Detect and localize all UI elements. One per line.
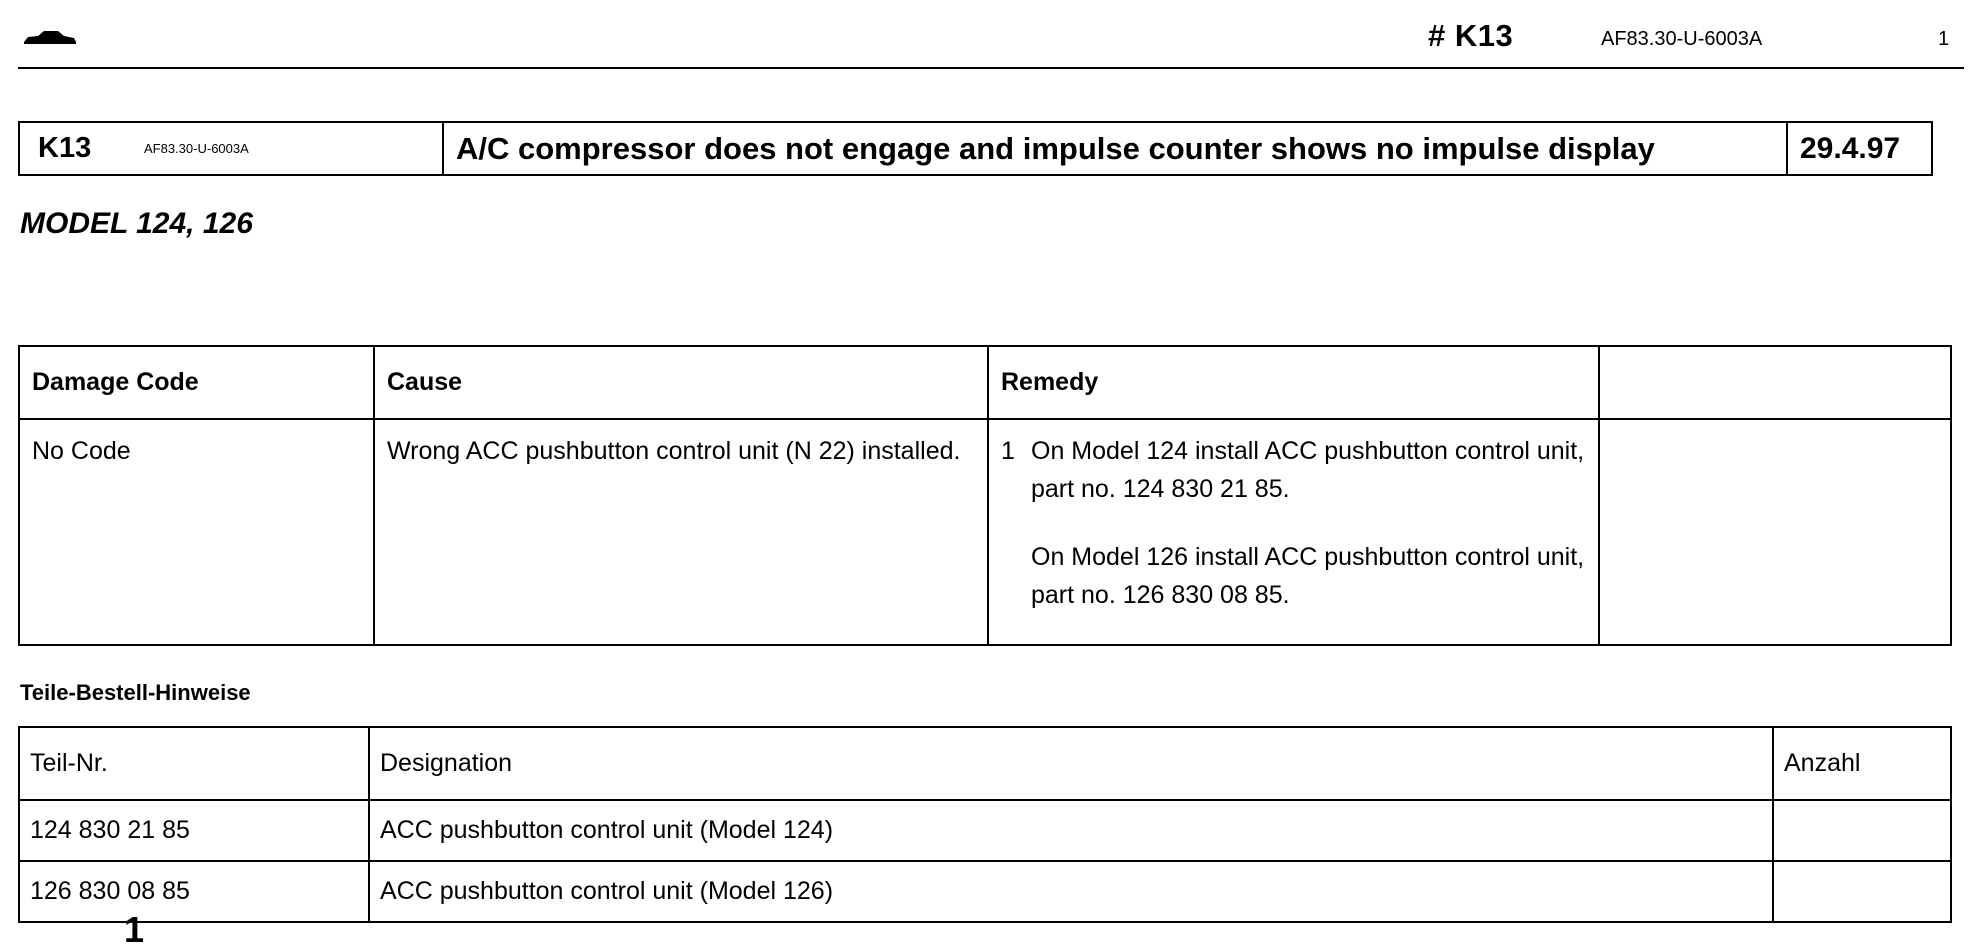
remedy-line-model-126: On Model 126 install ACC pushbutton control unit, part no. 126 830 08 85. [1031,543,1585,609]
header-extra [1599,346,1951,419]
title-description: A/C compressor does not engage and impulse counter shows no impulse display [444,123,1788,174]
header-part-no: Teil-Nr. [19,727,369,800]
damage-table-header [19,346,1951,419]
designation-cell: ACC pushbutton control unit (Model 124) [369,800,1773,861]
remedy-number: 1 [1001,437,1015,465]
damage-table [18,345,1952,646]
parts-section-title: Teile-Bestell-Hinweise [20,680,251,705]
page-number: 1 [1938,28,1950,50]
car-icon [22,28,78,48]
model-heading: MODEL 124, 126 [20,207,253,240]
header-divider [18,67,1964,69]
part-number-cell: 126 830 08 85 [19,861,369,922]
header-quantity: Anzahl [1773,727,1951,800]
extra-cell [1599,419,1951,645]
damage-code-cell: No Code [19,419,374,645]
cause-cell: Wrong ACC pushbutton control unit (N 22) installed. [374,419,988,645]
quantity-cell [1773,800,1951,861]
title-box [18,121,1933,176]
quantity-cell [1773,861,1951,922]
parts-table-header [19,727,1951,800]
header-designation: Designation [369,727,1773,800]
table-row [19,800,1951,861]
header-damage-code: Damage Code [19,346,374,419]
footer-mark: 1 [124,909,145,950]
title-reference: AF83.30-U-6003A [144,141,249,156]
damage-table-row [19,419,1951,645]
remedy-line-model-124: On Model 124 install ACC pushbutton control unit, part no. 124 830 21 85. [1031,437,1585,503]
designation-cell: ACC pushbutton control unit (Model 126) [369,861,1773,922]
header-cause: Cause [374,346,988,419]
parts-table [18,726,1952,923]
remedy-cell [988,419,1599,645]
part-number-cell: 124 830 21 85 [19,800,369,861]
header-reference: AF83.30-U-6003A [1601,28,1763,50]
title-code-cell [20,123,444,174]
header-code: # K13 [1428,18,1514,53]
header-remedy: Remedy [988,346,1599,419]
title-date: 29.4.97 [1800,131,1901,165]
title-code: K13 [38,132,92,164]
table-row [19,861,1951,922]
